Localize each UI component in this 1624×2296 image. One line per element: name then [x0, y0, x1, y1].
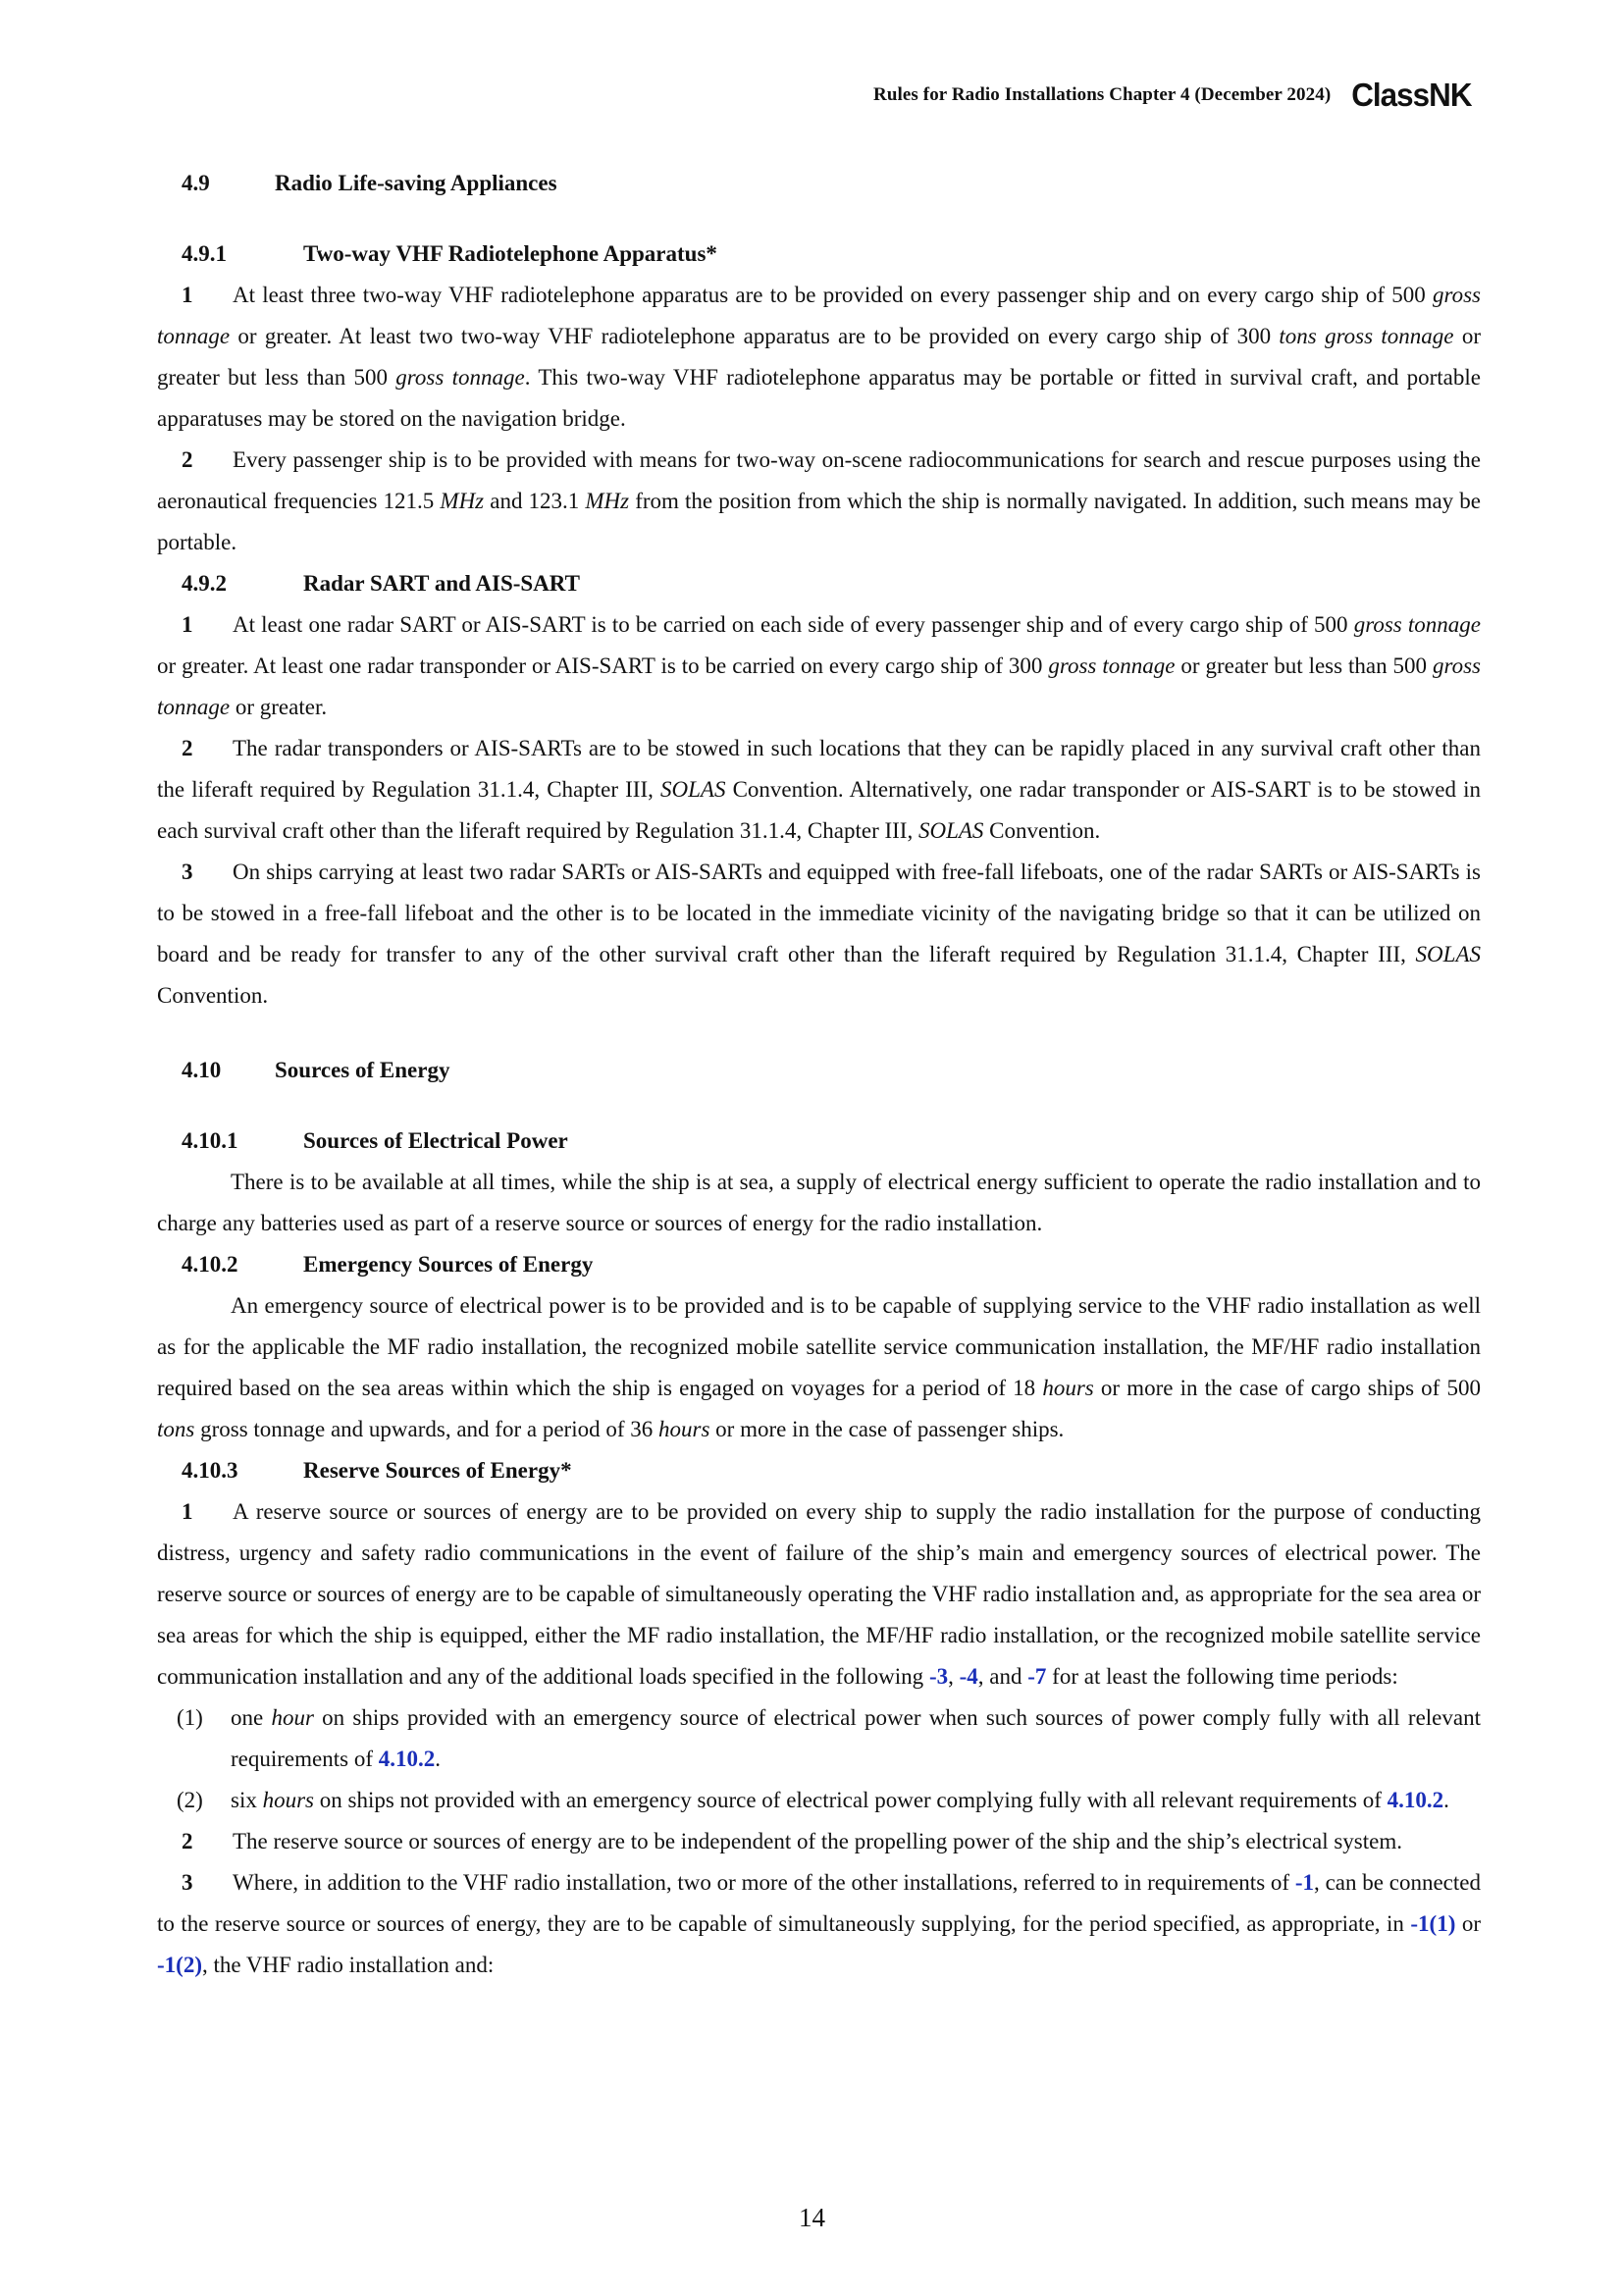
italic-term: hour: [271, 1705, 314, 1730]
text: The reserve source or sources of energy are to be independent of the propelling power of the ship and the ship’s electrical system.: [233, 1829, 1402, 1853]
paragraph-4-9-2-1: [157, 604, 1481, 728]
text: one: [231, 1705, 272, 1730]
subsection-title: Radar SART and AIS-SART: [303, 571, 580, 596]
text: . This two-way VHF radiotelephone apparatus may be portable or fitted in survival craft, and portable apparatuses may be stored on the navigation bridge.: [157, 365, 1481, 431]
text: At least one radar SART or AIS-SART is to be carried on each side of every passenger ship and of every cargo ship of 500: [233, 612, 1354, 637]
subsection-heading-4-9-1: [182, 234, 1481, 275]
spacer: [157, 196, 1481, 234]
text: Convention.: [157, 983, 269, 1008]
cross-reference-link[interactable]: 4.10.2: [1387, 1788, 1444, 1812]
text: , can be connected to the reserve source or sources of energy, they are to be capable of simultaneously supplying, for the period specified, as appropriate, in: [157, 1870, 1481, 1936]
subsection-title: Two-way VHF Radiotelephone Apparatus*: [303, 241, 717, 266]
subsection-title: Emergency Sources of Energy: [303, 1252, 594, 1277]
paragraph-4-10-3-3: [157, 1862, 1481, 1986]
text: six: [231, 1788, 263, 1812]
subsection-heading-4-10-1: [182, 1121, 1481, 1162]
paragraph-4-9-2-3: [157, 852, 1481, 1017]
italic-term: tons: [157, 1417, 195, 1441]
text: from the position from which the ship is normally navigated. In addition, such means may be portable.: [157, 489, 1481, 554]
text: or greater. At least one radar transponder or AIS-SART is to be carried on every cargo ship of 300: [157, 653, 1049, 678]
italic-term: SOLAS: [660, 777, 726, 802]
italic-term: hours: [658, 1417, 710, 1441]
section-heading-4-9: [182, 171, 1481, 196]
running-header: [873, 77, 1475, 114]
paragraph-number: 1: [182, 1499, 193, 1524]
italic-term: hours: [1042, 1376, 1094, 1400]
paragraph-4-9-1-1: [157, 275, 1481, 440]
document-body: [157, 157, 1481, 1986]
section-title: Sources of Energy: [275, 1058, 450, 1082]
text: and 123.1: [484, 489, 586, 513]
text: for at least the following time periods:: [1046, 1664, 1398, 1689]
subsection-number: 4.9.1: [182, 241, 227, 266]
text: .: [435, 1747, 441, 1771]
text: ,: [948, 1664, 960, 1689]
section-heading-4-10: [182, 1058, 1481, 1083]
italic-term: SOLAS: [1415, 942, 1481, 966]
paragraph-number: 2: [182, 1829, 193, 1853]
text: A reserve source or sources of energy are to be provided on every ship to supply the radio installation for the purpose of conducting distress, urgency and safety radio communications in the event of failure of the ship’s main and emergency sources of electrical power. The reserve source or sources of energy are to be capable of simultaneously operating the VHF radio installation and, as appropriate for the sea area or sea areas for which the ship is equipped, either the MF radio installation, the MF/HF radio installation, or the recognized mobile satellite service communication installation and any of the additional loads specified in the following: [157, 1499, 1481, 1689]
cross-reference-link[interactable]: 4.10.2: [378, 1747, 436, 1771]
text: on ships provided with an emergency source of electrical power when such sources of power comply fully with all relevant requirements of: [231, 1705, 1481, 1771]
text: Where, in addition to the VHF radio installation, two or more of the other installations, referred to in requirements of: [233, 1870, 1295, 1895]
header-title: Rules for Radio Installations Chapter 4 (December 2024): [873, 84, 1332, 105]
paragraph-4-10-2: [157, 1285, 1481, 1450]
section-number: 4.10: [182, 1058, 222, 1082]
subsection-number: 4.10.1: [182, 1128, 238, 1153]
list-item-2: [157, 1780, 1481, 1821]
paragraph-number: 1: [182, 612, 193, 637]
section-title: Radio Life-saving Appliances: [275, 171, 557, 195]
text: The radar transponders or AIS-SARTs are to be stowed in such locations that they can be rapidly placed in any survival craft other than the liferaft required by Regulation 31.1.4, Chapter III,: [157, 736, 1481, 802]
list-item-1: [157, 1697, 1481, 1780]
text: or more in the case of cargo ships of 500: [1093, 1376, 1481, 1400]
italic-term: gross tonnage: [395, 365, 525, 390]
list-label: (1): [177, 1705, 203, 1730]
text: , and: [977, 1664, 1028, 1689]
text: Convention. Alternatively, one radar transponder or AIS-SART is to be stowed in each survival craft other than the liferaft required by Regulation 31.1.4, Chapter III,: [157, 777, 1481, 843]
text: or greater.: [230, 695, 328, 719]
paragraph-4-10-3-2: [157, 1821, 1481, 1862]
page-number: 14: [799, 2203, 825, 2232]
text: , the VHF radio installation and:: [201, 1953, 495, 1977]
cross-reference-link[interactable]: -4: [959, 1664, 978, 1689]
paragraph-number: 3: [182, 1870, 193, 1895]
subsection-heading-4-10-3: [182, 1450, 1481, 1491]
subsection-number: 4.10.2: [182, 1252, 238, 1277]
cross-reference-link[interactable]: -7: [1027, 1664, 1047, 1689]
paragraph-4-9-1-2: [157, 440, 1481, 563]
paragraph-number: 3: [182, 860, 193, 884]
text: On ships carrying at least two radar SARTs or AIS-SARTs and equipped with free-fall lifeboats, one of the radar SARTs or AIS-SARTs is to be stowed in a free-fall lifeboat and the other is to be located in the immediate vicinity of the navigating bridge so that it can be utilized on board and be ready for transfer to any of the other survival craft other than the liferaft required by Regulation 31.1.4, Chapter III,: [157, 860, 1481, 966]
text: or greater but less than 500: [1175, 653, 1433, 678]
italic-term: gross tonnage: [157, 653, 1481, 719]
subsection-heading-4-10-2: [182, 1244, 1481, 1285]
italic-term: gross tonnage: [157, 283, 1481, 348]
italic-term: tons gross tonnage: [1279, 324, 1454, 348]
paragraph-4-10-3-1: [157, 1491, 1481, 1697]
text: or: [1455, 1911, 1481, 1936]
spacer: [157, 1083, 1481, 1121]
section-number: 4.9: [182, 171, 210, 195]
list-label: (2): [177, 1788, 203, 1812]
spacer: [157, 1017, 1481, 1058]
text: or more in the case of passenger ships.: [709, 1417, 1065, 1441]
paragraph-4-10-1: There is to be available at all times, while the ship is at sea, a supply of electrical energy sufficient to operate the radio installation and to charge any batteries used as part of a reserve source or sources of energy for the radio installation.: [157, 1170, 1481, 1235]
cross-reference-link[interactable]: -1(1): [1410, 1911, 1456, 1936]
text: Every passenger ship is to be provided with means for two-way on-scene radiocommunications for search and rescue purposes using the aeronautical frequencies 121.5: [157, 447, 1481, 513]
cross-reference-link[interactable]: -3: [928, 1664, 949, 1689]
text: on ships not provided with an emergency source of electrical power complying fully with all relevant requirements of: [314, 1788, 1388, 1812]
text: gross tonnage and upwards, and for a period of 36: [194, 1417, 659, 1441]
subsection-title: Reserve Sources of Energy*: [303, 1458, 572, 1483]
cross-reference-link[interactable]: -1(2): [157, 1953, 202, 1977]
paragraph-4-9-2-2: [157, 728, 1481, 852]
text: .: [1443, 1788, 1449, 1812]
text: At least three two-way VHF radiotelephone apparatus are to be provided on every passenger ship and on every cargo ship of 500: [233, 283, 1433, 307]
subsection-number: 4.10.3: [182, 1458, 238, 1483]
italic-term: hours: [262, 1788, 314, 1812]
paragraph-number: 2: [182, 447, 193, 472]
italic-term: gross tonnage: [1048, 653, 1176, 678]
list-text: [231, 1697, 1481, 1780]
classnk-logo: ClassNK: [1351, 77, 1472, 113]
list-text: [231, 1780, 1481, 1821]
subsection-heading-4-9-2: [182, 563, 1481, 604]
italic-term: gross tonnage: [1353, 612, 1481, 637]
paragraph-number: 2: [182, 736, 193, 760]
subsection-number: 4.9.2: [182, 571, 227, 596]
paragraph-number: 1: [182, 283, 193, 307]
text: An emergency source of electrical power is to be provided and is to be capable of supplying service to the VHF radio installation as well as for the applicable the MF radio installation, the recognized mobile satellite service communication installation, the MF/HF radio installation required based on the sea areas within which the ship is engaged on voyages for a period of 18: [157, 1293, 1481, 1400]
italic-term: SOLAS: [917, 818, 984, 843]
cross-reference-link[interactable]: -1: [1294, 1870, 1315, 1895]
text: or greater but less than 500: [157, 324, 1481, 390]
subsection-title: Sources of Electrical Power: [303, 1128, 568, 1153]
text: or greater. At least two two-way VHF radiotelephone apparatus are to be provided on every cargo ship of 300: [230, 324, 1280, 348]
italic-term: MHz: [585, 489, 630, 513]
italic-term: MHz: [440, 489, 485, 513]
text: Convention.: [983, 818, 1101, 843]
